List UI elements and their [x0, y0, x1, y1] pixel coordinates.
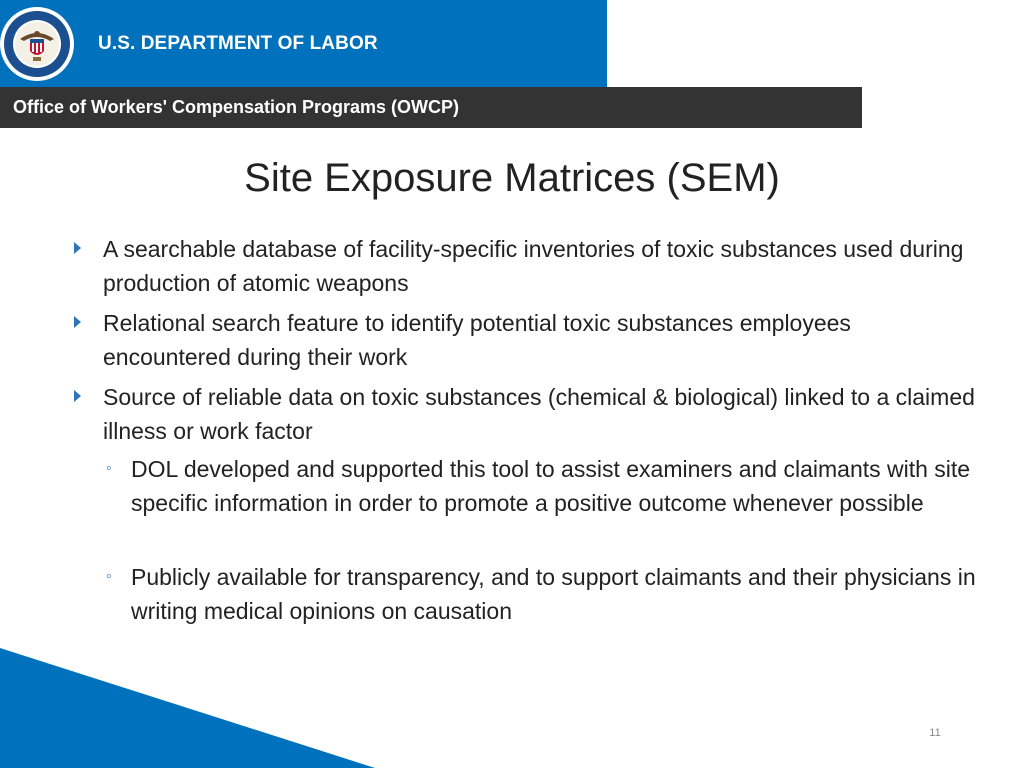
bullet-text: A searchable database of facility-specific inventories of toxic substances used during production of atomic weapons [103, 236, 964, 296]
sub-bullet-text: Publicly available for transparency, and to support claimants and their physicians in writing medical opinions on causation [131, 564, 976, 624]
bullet-arrow-icon [74, 242, 81, 254]
sub-bullet-item [106, 560, 981, 628]
bullet-text: Relational search feature to identify potential toxic substances employees encountered during their work [103, 310, 851, 370]
decorative-corner-shape [0, 648, 375, 768]
bullet-arrow-icon [74, 316, 81, 328]
circle-bullet-icon: ◦ [106, 460, 112, 477]
bullet-text: Source of reliable data on toxic substances (chemical & biological) linked to a claimed illness or work factor [103, 384, 975, 444]
bullet-item [103, 380, 983, 448]
bullet-item [103, 232, 983, 300]
bullet-arrow-icon [74, 390, 81, 402]
circle-bullet-icon: ◦ [106, 568, 112, 585]
sub-bullet-item [106, 452, 981, 520]
bullet-item [103, 306, 983, 374]
page-number: 11 [929, 727, 941, 739]
sub-bullet-text: DOL developed and supported this tool to assist examiners and claimants with site specific information in order to promote a positive outcome whenever possible [131, 456, 971, 516]
slide-title: Site Exposure Matrices (SEM) [244, 156, 780, 200]
office-name: Office of Workers' Compensation Programs (OWCP) [13, 97, 460, 117]
department-name: U.S. DEPARTMENT OF LABOR [98, 33, 378, 54]
